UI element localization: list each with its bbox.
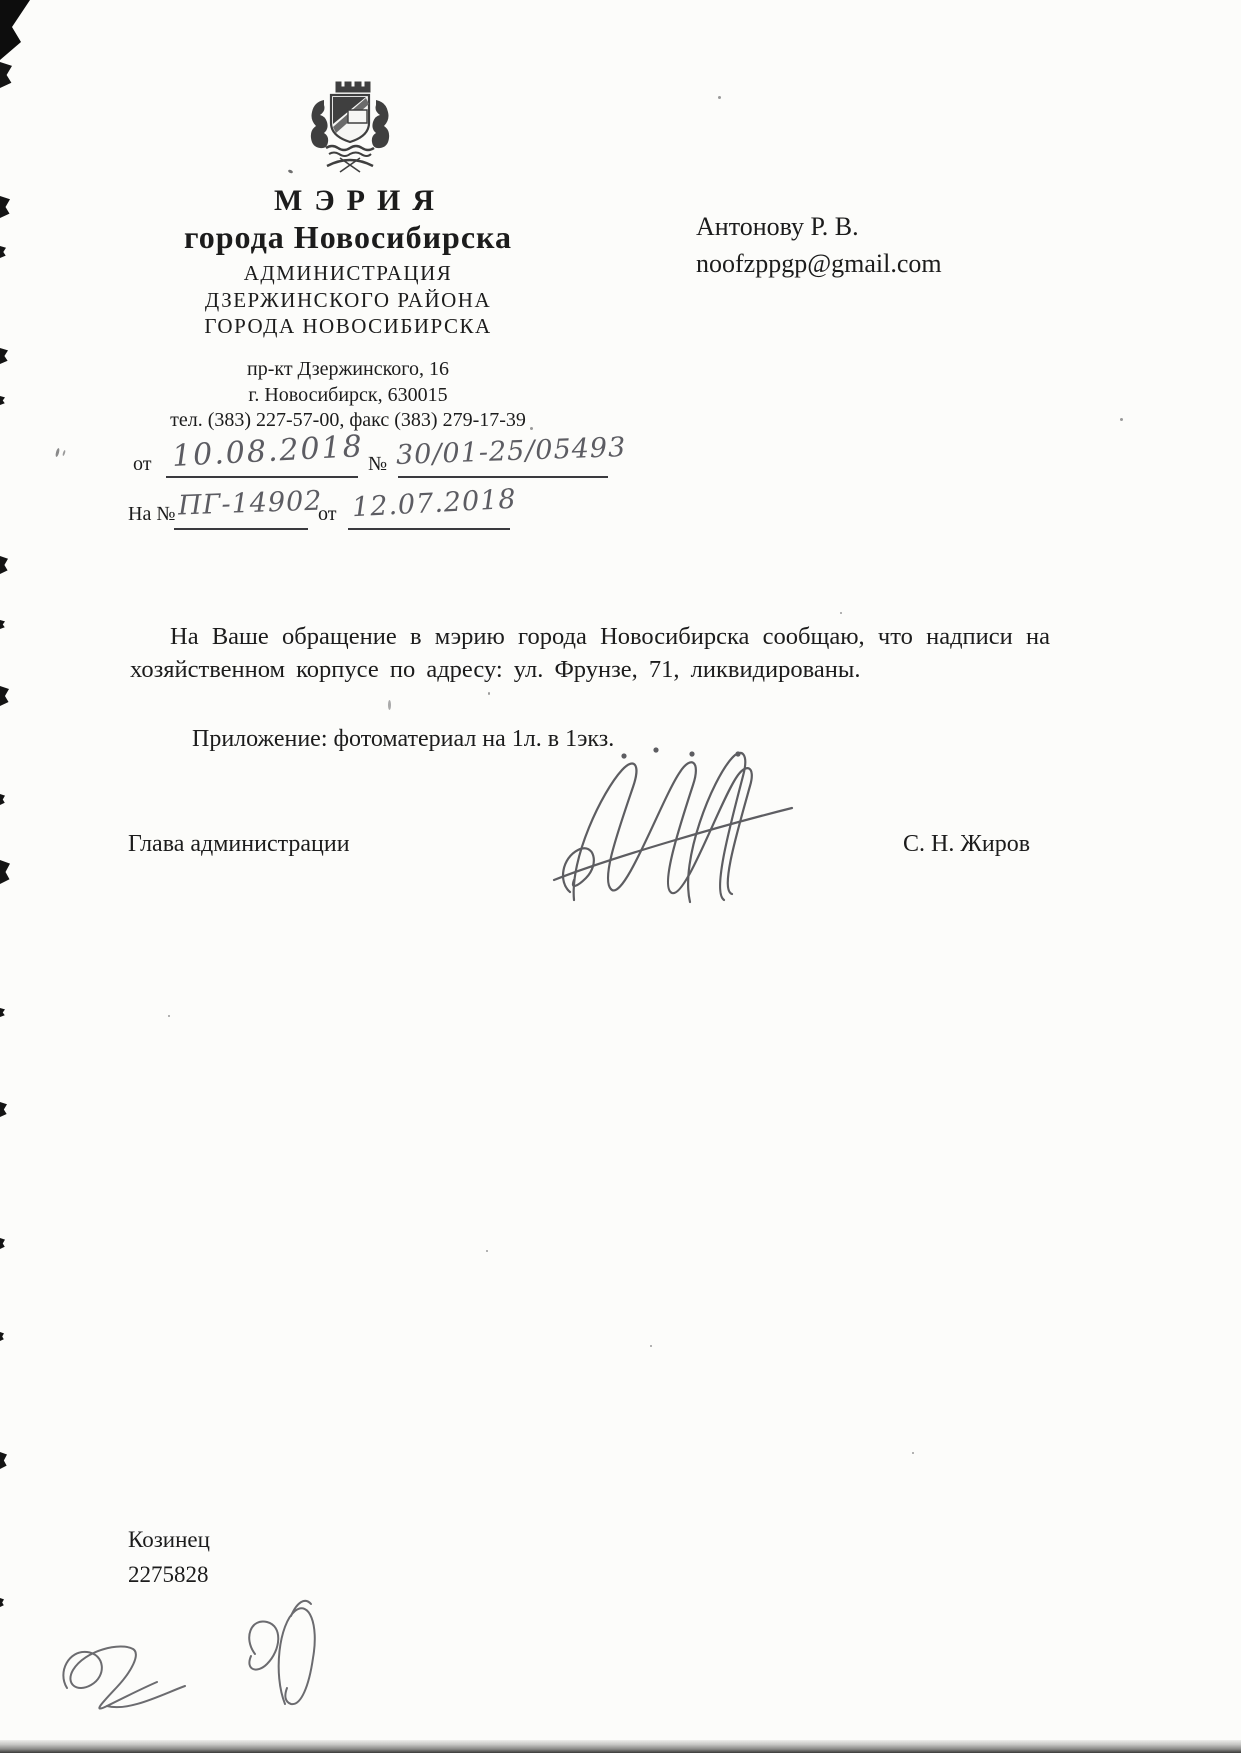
org-sub-line3: ГОРОДА НОВОСИБИРСКА xyxy=(204,314,492,338)
body-paragraph: На Ваше обращение в мэрию города Новосибирска сообщаю, что надписи на хозяйственном корпусе по адресу: ул. Фрунзе, 71, ликвидированы. xyxy=(130,623,1050,683)
outgoing-number-handwritten: 30/01-25/05493 xyxy=(395,431,627,472)
org-address-line2: г. Новосибирск, 630015 xyxy=(248,384,448,406)
signature-autograph-icon xyxy=(540,740,810,915)
reply-date-label: от xyxy=(318,503,337,525)
outgoing-date-handwritten: 10.08.2018 xyxy=(171,429,365,474)
org-address-line1: пр-кт Дзержинского, 16 xyxy=(247,358,449,380)
executor-phone: 2275828 xyxy=(128,1562,209,1587)
executor-block xyxy=(128,1522,210,1592)
recipient-name: Антонову Р. В. xyxy=(696,212,859,241)
scan-bottom-strip xyxy=(0,1740,1241,1753)
novosibirsk-coat-of-arms-icon xyxy=(300,80,400,176)
org-name-line2: города Новосибирска xyxy=(184,219,512,255)
scan-corner-blob xyxy=(0,0,30,60)
recipient-block xyxy=(696,208,942,282)
org-phone-line: тел. (383) 227-57-00, факс (383) 279-17-39 xyxy=(170,409,526,431)
signer-title: Глава администрации xyxy=(128,831,350,857)
attachment-line: Приложение: фотоматериал на 1л. в 1экз. xyxy=(192,726,615,752)
reply-number-label: На № xyxy=(128,503,176,525)
org-name-line1: МЭРИЯ xyxy=(274,184,446,217)
org-sub-line2: ДЗЕРЖИНСКОГО РАЙОНА xyxy=(204,288,492,312)
outgoing-number-label: № xyxy=(368,453,388,475)
signer-name: С. Н. Жиров xyxy=(903,831,1031,857)
handwritten-initials-icon xyxy=(45,1592,355,1747)
reply-date-handwritten: 12.07.2018 xyxy=(351,483,518,524)
recipient-email: noofzppgp@gmail.com xyxy=(696,249,942,278)
org-sub-line1: АДМИНИСТРАЦИЯ xyxy=(243,261,453,285)
executor-name: Козинец xyxy=(128,1527,210,1552)
reply-number-handwritten: ПГ-14902 xyxy=(177,485,323,522)
outgoing-date-label: от xyxy=(133,453,152,475)
